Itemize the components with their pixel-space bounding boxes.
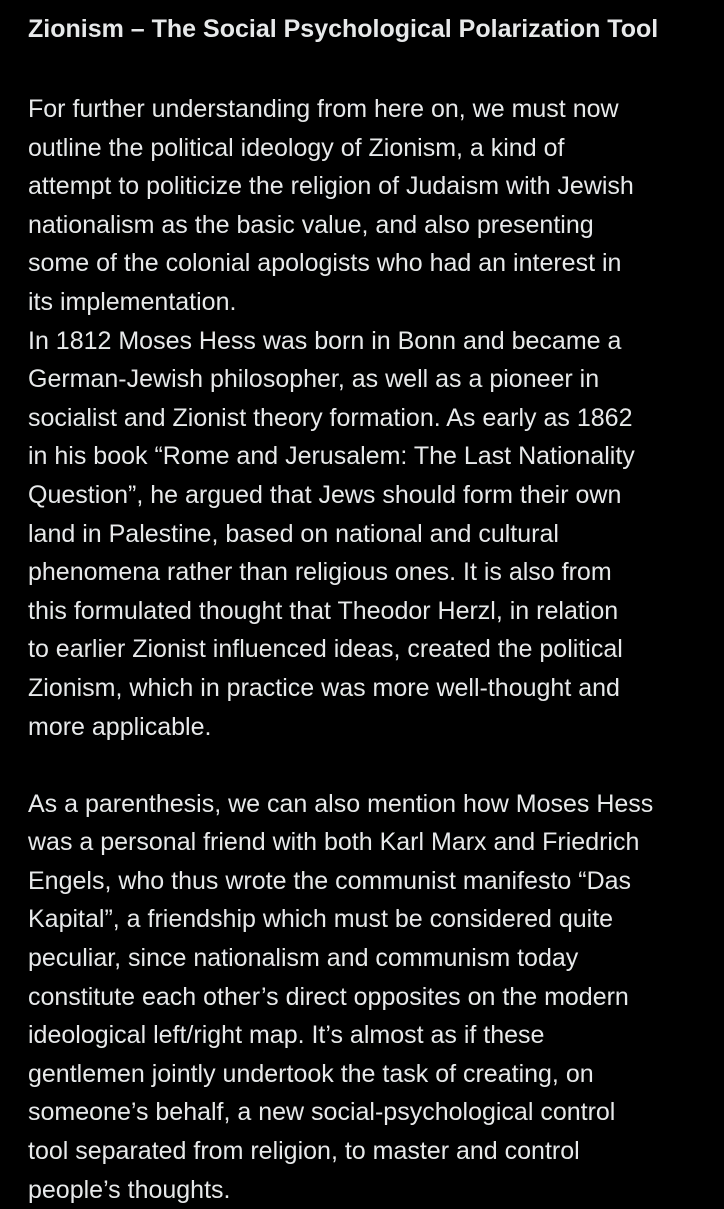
paragraph-line: Question”, he argued that Jews should form their own (28, 480, 622, 509)
paragraph-parenthesis (28, 785, 704, 1209)
paragraph-line: in his book “Rome and Jerusalem: The Last Nationality (28, 442, 635, 471)
paragraph-line: more applicable. (28, 712, 212, 741)
paragraph-line: peculiar, since nationalism and communism today (28, 944, 579, 973)
document-body (28, 14, 704, 1209)
paragraph-line: socialist and Zionist theory formation. As early as 1862 (28, 403, 633, 432)
paragraph-intro (28, 90, 704, 322)
paragraph-line: someone’s behalf, a new social-psychological control (28, 1098, 616, 1127)
paragraph-line: its implementation. (28, 287, 237, 316)
paragraph-line: nationalism as the basic value, and also presenting (28, 210, 594, 239)
paragraph-moses-hess (28, 322, 704, 747)
paragraph-line: Kapital”, a friendship which must be considered quite (28, 905, 614, 934)
paragraph-line: was a personal friend with both Karl Marx and Friedrich (28, 828, 640, 857)
paragraph-line: For further understanding from here on, we must now (28, 95, 619, 123)
paragraph-line: tool separated from religion, to master and control (28, 1137, 580, 1166)
paragraph-line: some of the colonial apologists who had an interest in (28, 249, 622, 278)
paragraph-line: In 1812 Moses Hess was born in Bonn and became a (28, 326, 622, 355)
paragraph-line: phenomena rather than religious ones. It is also from (28, 558, 612, 587)
paragraph-line: attempt to politicize the religion of Judaism with Jewish (28, 172, 634, 201)
paragraph-line: Engels, who thus wrote the communist manifesto “Das (28, 866, 632, 895)
paragraph-line: Zionism, which in practice was more well-thought and (28, 673, 620, 702)
paragraph-line: to earlier Zionist influenced ideas, created the political (28, 635, 623, 664)
paragraph-line: ideological left/right map. It’s almost as if these (28, 1021, 545, 1050)
paragraph-line: this formulated thought that Theodor Herzl, in relation (28, 596, 619, 625)
paragraph-line: constitute each other’s direct opposites on the modern (28, 982, 629, 1011)
paragraph-line: As a parenthesis, we can also mention how Moses Hess (28, 789, 654, 818)
paragraph-line: German-Jewish philosopher, as well as a pioneer in (28, 365, 600, 394)
paragraph-line: outline the political ideology of Zionism, a kind of (28, 133, 565, 162)
paragraph-line: gentlemen jointly undertook the task of creating, on (28, 1059, 594, 1088)
paragraph-spacer (28, 746, 704, 785)
title-spacer (28, 44, 704, 90)
document-title: Zionism – The Social Psychological Polarization Tool (28, 15, 659, 43)
paragraph-line: people’s thoughts. (28, 1175, 231, 1204)
paragraph-line: land in Palestine, based on national and cultural (28, 519, 559, 548)
